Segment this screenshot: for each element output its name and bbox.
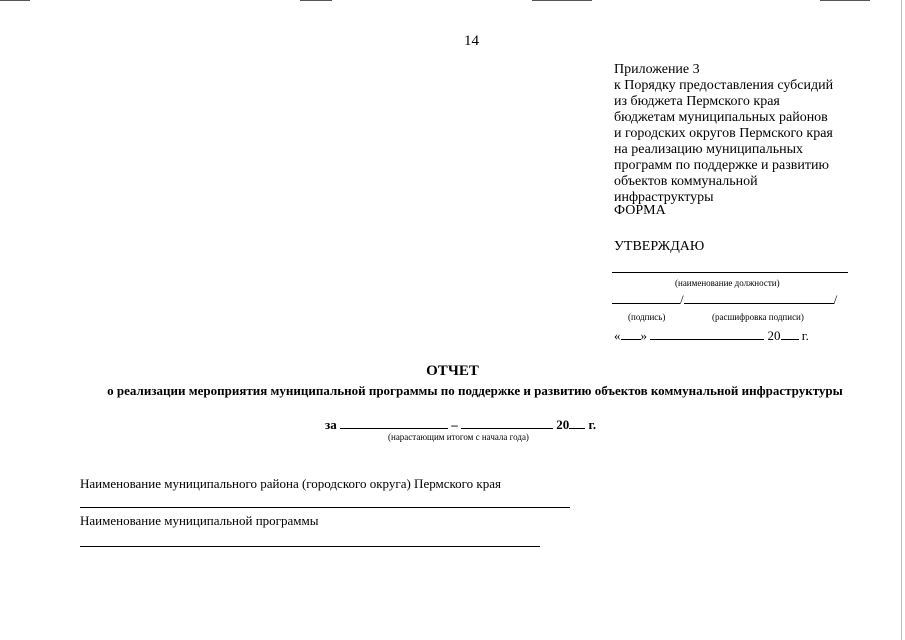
- signature-caption: (подпись): [628, 312, 666, 322]
- year-prefix: 20: [767, 328, 781, 343]
- signature-end: /: [833, 292, 838, 307]
- signature-row: [612, 291, 837, 308]
- decoding-line: [684, 291, 834, 304]
- position-line: [612, 272, 848, 273]
- form-label: ФОРМА: [614, 203, 666, 218]
- appendix-line: программ по поддержке и развитию: [614, 158, 829, 173]
- page-number: 14: [464, 33, 479, 49]
- approval-heading: УТВЕРЖДАЮ: [614, 239, 705, 254]
- program-line: [80, 546, 540, 547]
- period-year-prefix: 20: [556, 417, 570, 432]
- program-label: Наименование муниципальной программы: [80, 513, 319, 528]
- appendix-block: [614, 62, 833, 206]
- report-title: ОТЧЕТ: [426, 363, 479, 379]
- period-note: (нарастающим итогом с начала года): [388, 432, 529, 442]
- year-line: [781, 327, 799, 340]
- scan-edge-rule: [820, 0, 870, 1]
- report-subtitle: о реализации мероприятия муниципальной программы по поддержке и развитию объектов коммунальной инфраструктуры: [107, 383, 843, 398]
- scan-edge-rule: [532, 0, 592, 1]
- appendix-line: бюджетам муниципальных районов: [614, 110, 828, 125]
- month-line: [650, 327, 764, 340]
- period-prefix: за: [325, 417, 337, 432]
- signature-separator: /: [680, 292, 684, 307]
- position-caption: (наименование должности): [675, 278, 780, 288]
- scan-edge-rule: [0, 0, 30, 1]
- appendix-line: объектов коммунальной: [614, 174, 758, 189]
- appendix-line: на реализацию муниципальных: [614, 142, 804, 157]
- date-close-quote: »: [640, 328, 647, 343]
- district-line: [80, 507, 570, 508]
- scan-edge-rule: [300, 0, 332, 1]
- day-line: [621, 327, 641, 340]
- appendix-line: Приложение 3: [614, 62, 700, 77]
- period-year-suffix: г.: [588, 417, 597, 432]
- district-label: Наименование муниципального района (городского округа) Пермского края: [80, 476, 501, 491]
- appendix-line: инфраструктуры: [614, 190, 714, 205]
- appendix-line: из бюджета Пермского края: [614, 94, 780, 109]
- report-period-row: [325, 416, 596, 433]
- approval-date-row: [614, 327, 809, 344]
- period-end-line: [461, 416, 553, 429]
- scan-edge-rule: [901, 0, 902, 640]
- period-dash: –: [451, 417, 458, 432]
- period-year-line: [569, 416, 585, 429]
- date-open-quote: «: [614, 328, 621, 343]
- signature-line: [612, 291, 680, 304]
- decoding-caption: (расшифровка подписи): [712, 312, 804, 322]
- appendix-line: к Порядку предоставления субсидий: [614, 78, 834, 93]
- year-suffix: г.: [801, 328, 809, 343]
- appendix-line: и городских округов Пермского края: [614, 126, 833, 141]
- period-start-line: [340, 416, 448, 429]
